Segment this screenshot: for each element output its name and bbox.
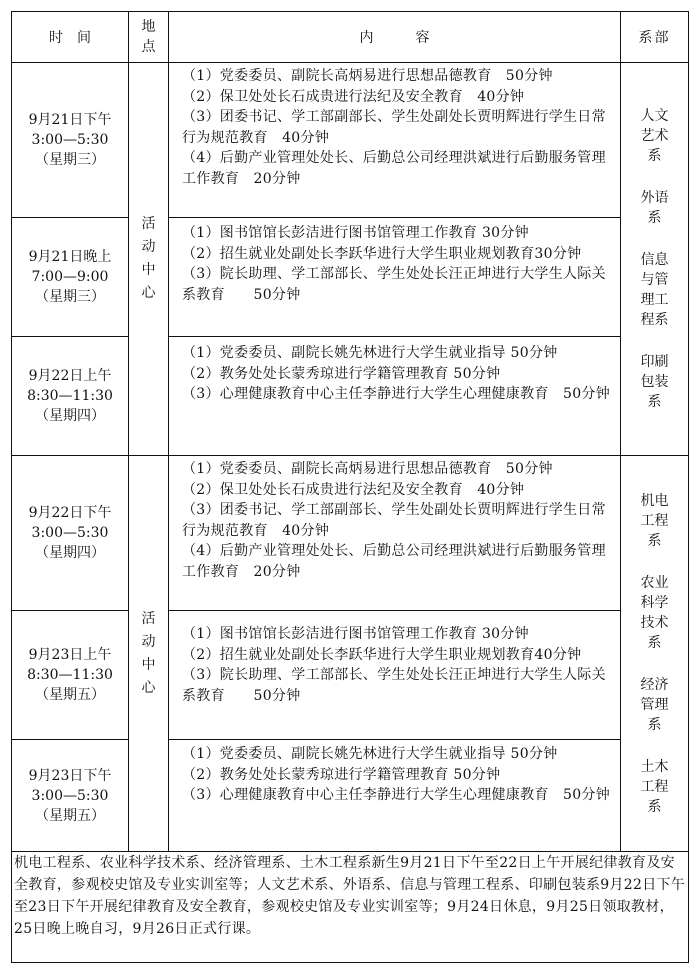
- content-item: （2）招生就业处副处长李跃华进行大学生职业规划教育40分钟: [182, 646, 582, 663]
- dept-label: 经济管理系: [640, 676, 669, 733]
- content-item: （1）党委委员、副院长高炳易进行思想品德教育 50分钟: [182, 461, 553, 477]
- row-6-date: 9月23日下午: [28, 767, 112, 784]
- content-item: （4）后勤产业管理处处长、后勤总公司经理洪斌进行后勤服务管理工作教育 20分钟: [182, 543, 606, 580]
- row-2-weekday: （星期三）: [35, 289, 105, 305]
- header-content: 内 容: [359, 30, 430, 46]
- dept-cell-1: [621, 63, 688, 455]
- dept-label: 信息与管理工程系: [640, 252, 669, 328]
- place-label: 活动中心: [141, 610, 156, 696]
- row-4-content: [169, 459, 620, 582]
- row-6-weekday: （星期五）: [35, 807, 105, 824]
- row-2-content: [169, 223, 620, 305]
- content-item: （1）党委委员、副院长姚先林进行大学生就业指导 50分钟: [182, 746, 558, 762]
- col-divider-3: [620, 11, 621, 852]
- row-1-time-cell: [12, 63, 128, 217]
- group-divider: [12, 455, 689, 456]
- table-footer-divider: [12, 851, 689, 852]
- place-label: 活动中心: [141, 216, 156, 301]
- row-divider-2: [12, 336, 128, 337]
- dept-label: 人文艺术系: [640, 108, 669, 164]
- content-item: （2）教务处处长蒙秀琼进行学籍管理教育 50分钟: [182, 766, 501, 783]
- row-2-time: 7:00—9:00: [31, 269, 109, 285]
- header-place-line1: 地: [141, 19, 156, 35]
- row-5-time: 8:30—11:30: [27, 667, 113, 683]
- content-item: （2）教务处处长蒙秀琼进行学籍管理教育 50分钟: [182, 365, 501, 382]
- dept-label: 外语系: [640, 190, 669, 226]
- row-1-date: 9月21日下午: [28, 112, 112, 128]
- row-divider-1b: [169, 217, 620, 218]
- row-6-time: 3:00—5:30: [31, 787, 109, 804]
- row-divider-4b: [169, 610, 620, 611]
- content-item: （3）心理健康教育中心主任李静进行大学生心理健康教育 50分钟: [182, 787, 611, 803]
- content-item: （3）团委书记、学工部副部长、学生处副处长贾明辉进行学生日常行为规范教育 40分钟: [182, 109, 606, 146]
- row-5-weekday: （星期五）: [35, 687, 105, 703]
- row-5-content: [169, 624, 620, 706]
- content-item: （2）招生就业处副处长李跃华进行大学生职业规划教育30分钟: [182, 245, 582, 262]
- content-item: （3）院长助理、学工部部长、学生处处长汪正坤进行大学生人际关系教育 50分钟: [182, 667, 606, 704]
- row-1-content: [169, 66, 620, 189]
- border-top: [12, 11, 689, 12]
- row-3-time-cell: [12, 337, 128, 455]
- header-dept: 系部: [638, 30, 671, 46]
- place-cell-1: [129, 63, 168, 455]
- dept-label: 机电工程系: [640, 492, 669, 549]
- footer-note: 机电工程系、农业科学技术系、经济管理系、土木工程系新生9月21日下午至22日上午开展纪律教育及安全教育，参观校史馆及专业实训室等；人文艺术系、外语系、信息与管理工程系、印刷包装系9月22日下午至23日下午开展纪律教育及安全教育，参观校史馆及专业实训室等；9月24日休息，9月25日领取教材，25日晚上晚自习，9月26日正式行课。: [14, 855, 686, 937]
- header-divider: [12, 62, 689, 63]
- row-5-time-cell: [12, 611, 128, 739]
- row-divider-4: [12, 610, 128, 611]
- content-item: （4）后勤产业管理处处长、后勤总公司经理洪斌进行后勤服务管理工作教育 20分钟: [182, 150, 606, 187]
- row-1-time: 3:00—5:30: [31, 132, 109, 148]
- content-item: （1）党委委员、副院长高炳易进行思想品德教育 50分钟: [182, 68, 553, 84]
- row-divider-5b: [169, 739, 620, 740]
- row-3-time: 8:30—11:30: [27, 388, 113, 404]
- row-divider-1: [12, 217, 128, 218]
- content-item: （1）图书馆馆长彭洁进行图书馆管理工作教育 30分钟: [182, 225, 529, 241]
- row-6-time-cell: [12, 740, 128, 851]
- content-item: （1）党委委员、副院长姚先林进行大学生就业指导 50分钟: [182, 345, 558, 361]
- dept-label: 土木工程系: [640, 758, 669, 815]
- content-item: （3）院长助理、学工部部长、学生处处长汪正坤进行大学生人际关系教育 50分钟: [182, 266, 606, 303]
- row-3-date: 9月22日上午: [28, 368, 112, 384]
- row-4-time-cell: [12, 456, 128, 610]
- content-item: （3）心理健康教育中心主任李静进行大学生心理健康教育 50分钟: [182, 386, 611, 402]
- place-cell-2: [129, 456, 168, 851]
- row-3-content: [169, 343, 620, 405]
- row-4-weekday: （星期四）: [35, 545, 105, 561]
- row-1-weekday: （星期三）: [35, 152, 105, 168]
- row-6-content: [169, 744, 620, 806]
- header-place: [129, 12, 168, 62]
- content-item: （2）保卫处处长石成贵进行法纪及安全教育 40分钟: [182, 88, 525, 105]
- row-divider-5: [12, 739, 128, 740]
- content-item: （3）团委书记、学工部副部长、学生处副处长贾明辉进行学生日常行为规范教育 40分钟: [182, 502, 606, 539]
- row-3-weekday: （星期四）: [35, 408, 105, 424]
- row-4-time: 3:00—5:30: [31, 525, 109, 541]
- dept-label: 农业科学技术系: [640, 574, 669, 651]
- col-divider-2: [168, 11, 169, 852]
- content-item: （2）保卫处处长石成贵进行法纪及安全教育 40分钟: [182, 481, 525, 498]
- content-item: （1）图书馆馆长彭洁进行图书馆管理工作教育 30分钟: [182, 626, 529, 642]
- border-right: [688, 11, 689, 963]
- row-2-date: 9月21日晚上: [28, 249, 112, 265]
- header-time: 时 间: [49, 30, 91, 46]
- dept-label: 印刷包装系: [640, 354, 669, 410]
- row-5-date: 9月23日上午: [28, 647, 112, 663]
- row-divider-2b: [169, 336, 620, 337]
- row-4-date: 9月22日下午: [28, 505, 112, 521]
- row-2-time-cell: [12, 218, 128, 336]
- dept-cell-2: [621, 456, 688, 851]
- border-left: [11, 11, 12, 963]
- border-bottom: [12, 962, 689, 963]
- header-place-line2: 点: [141, 39, 156, 55]
- col-divider-1: [128, 11, 129, 852]
